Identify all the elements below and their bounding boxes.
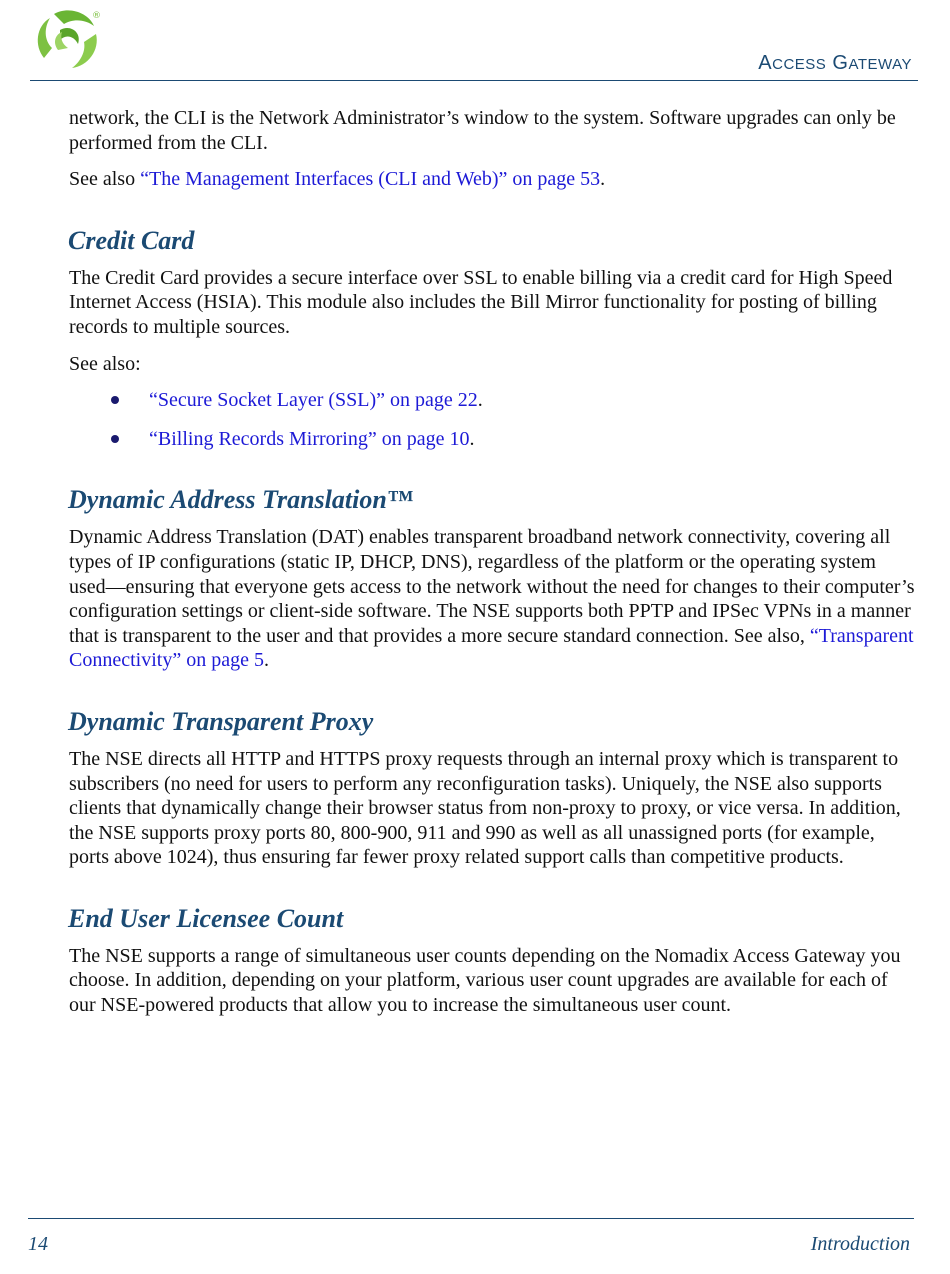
bullet-icon	[111, 396, 119, 404]
header-title-first-cap: A	[758, 52, 773, 74]
header-divider	[30, 80, 918, 81]
heading-credit-card: Credit Card	[68, 225, 195, 255]
link-suffix: .	[477, 389, 483, 412]
footer-section-title: Introduction	[810, 1233, 910, 1255]
header-title-second-cap: G	[832, 52, 849, 74]
intro-paragraph: network, the CLI is the Network Administrator’s window to the system. Software upgrades can only be performed from the CLI.	[69, 107, 896, 154]
dat-paragraph	[69, 525, 915, 673]
bullet-icon	[111, 435, 119, 443]
credit-card-see-also: See also:	[69, 352, 141, 375]
proxy-paragraph: The NSE directs all HTTP and HTTPS proxy requests through an internal proxy which is transparent to subscribers (no need for users to perform any reconfiguration tasks). Uniquely, the NSE also supports clients that dynamically change their browser status from non-proxy to proxy, or vice versa. In addition, the NSE supports proxy ports 80, 800-900, 911 and 990 as well as all unassigned ports (for example, ports above 1024), thus ensuring far fewer proxy related support calls than competitive products.	[69, 747, 901, 869]
heading-dynamic-transparent-proxy: Dynamic Transparent Proxy	[68, 706, 374, 736]
page-number: 14	[28, 1233, 48, 1255]
credit-card-links-list	[69, 388, 915, 451]
dat-body: Dynamic Address Translation (DAT) enables transparent broadband network connectivity, covering all types of IP configurations (static IP, DHCP, DNS), regardless of the platform or the operating system used—ensuring that everyone gets access to the network without the need for changes to their computer’s configuration settings or client-side software. The NSE supports both PPTP and IPSec VPNs in a manner that is transparent to the user and that provides a more secure standard connection. See also,	[69, 526, 915, 647]
heading-dynamic-address-translation: Dynamic Address Translation™	[68, 485, 413, 515]
link-secure-socket-layer[interactable]: “Secure Socket Layer (SSL)” on page 22	[149, 389, 478, 412]
credit-card-paragraph: The Credit Card provides a secure interface over SSL to enable billing via a credit card for High Speed Internet Access (HSIA). This module also includes the Bill Mirror functionality for posting of billing records to multiple sources.	[69, 266, 893, 338]
licensee-paragraph: The NSE supports a range of simultaneous user counts depending on the Nomadix Access Gateway you choose. In addition, depending on your platform, various user count upgrades are available for each of our NSE-powered products that allow you to increase the simultaneous user count.	[69, 944, 901, 1017]
header-title-first-rest: CCESS	[772, 56, 827, 73]
nomadix-swirl-logo-icon	[30, 6, 105, 72]
page-body	[69, 106, 915, 1030]
link-transparent-connectivity[interactable]: “Transparent Connectivity” on page 5	[69, 624, 914, 672]
link-management-interfaces[interactable]: “The Management Interfaces (CLI and Web)” on page 53	[140, 168, 601, 191]
link-billing-records-mirroring[interactable]: “Billing Records Mirroring” on page 10	[149, 427, 470, 450]
running-header	[758, 52, 912, 75]
link-suffix: .	[469, 427, 475, 450]
intro-see-also	[69, 167, 915, 192]
registered-mark: ®	[92, 11, 101, 21]
list-item	[69, 427, 915, 452]
dat-suffix: .	[263, 649, 269, 672]
see-also-prefix: See also	[69, 168, 141, 191]
footer-divider	[28, 1218, 914, 1219]
see-also-suffix: .	[600, 168, 606, 191]
heading-end-user-licensee-count: End User Licensee Count	[68, 903, 344, 933]
list-item	[69, 388, 915, 413]
header-title-second-rest: ATEWAY	[848, 56, 912, 73]
